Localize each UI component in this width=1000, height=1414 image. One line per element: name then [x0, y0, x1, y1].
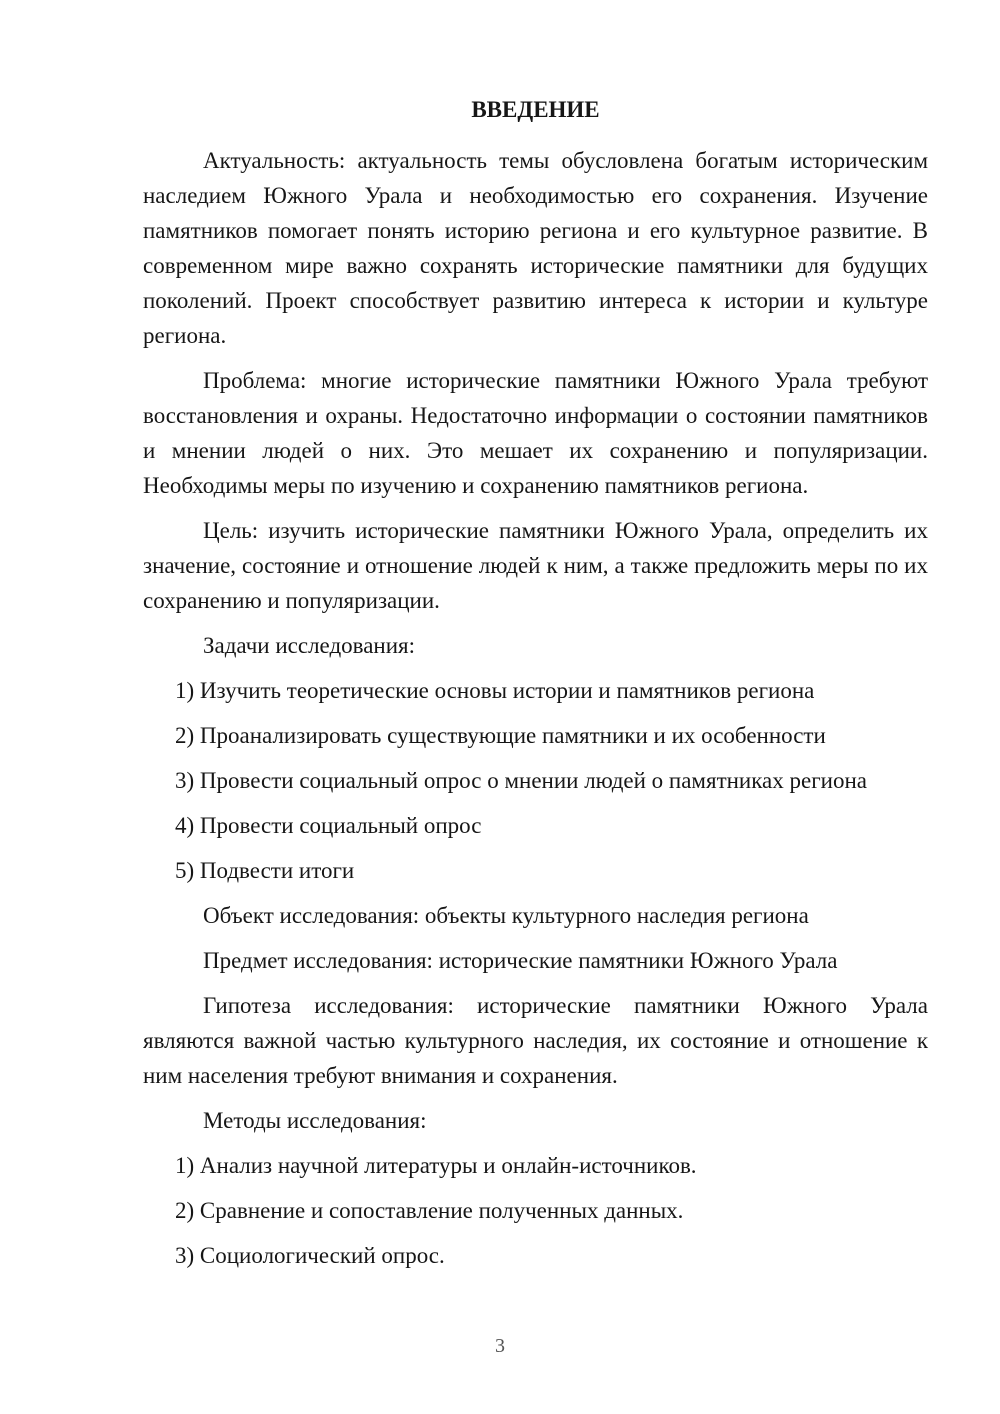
- document-body: [143, 143, 928, 1283]
- list-item: 4) Провести социальный опрос: [175, 813, 482, 838]
- tasks-heading: Задачи исследования:: [203, 633, 416, 658]
- list-item: 2) Проанализировать существующие памятники и их особенности: [175, 723, 826, 748]
- list-item: 3) Провести социальный опрос о мнении людей о памятниках региона: [175, 768, 867, 793]
- methods-heading: Методы исследования:: [203, 1108, 427, 1133]
- list-item: 5) Подвести итоги: [175, 858, 355, 883]
- problem-paragraph: Проблема: многие исторические памятники Южного Урала требуют восстановления и охраны. Недостаточно информации о состоянии памятников и мнении людей о них. Это мешает их сохранению и популяризации. Необходимы меры по изучению и сохранению памятников региона.: [143, 368, 928, 498]
- list-item: 1) Анализ научной литературы и онлайн-источников.: [175, 1153, 697, 1178]
- research-subject: Предмет исследования: исторические памятники Южного Урала: [203, 948, 838, 973]
- tasks-list: [143, 673, 928, 888]
- page-title: ВВЕДЕНИЕ: [471, 97, 600, 122]
- list-item: 2) Сравнение и сопоставление полученных данных.: [175, 1198, 684, 1223]
- methods-list: [143, 1148, 928, 1273]
- page-number: 3: [495, 1335, 505, 1357]
- research-object: Объект исследования: объекты культурного наследия региона: [203, 903, 809, 928]
- list-item: 1) Изучить теоретические основы истории и памятников региона: [175, 678, 815, 703]
- hypothesis-paragraph: Гипотеза исследования: исторические памятники Южного Урала являются важной частью культурного наследия, их состояние и отношение к ним населения требуют внимания и сохранения.: [143, 993, 928, 1088]
- goal-paragraph: Цель: изучить исторические памятники Южного Урала, определить их значение, состояние и отношение людей к ним, а также предложить меры по их сохранению и популяризации.: [143, 518, 928, 613]
- relevance-paragraph: Актуальность: актуальность темы обусловлена богатым историческим наследием Южного Урала и необходимостью его сохранения. Изучение памятников помогает понять историю региона и его культурное развитие. В современном мире важно сохранять исторические памятники для будущих поколений. Проект способствует развитию интереса к истории и культуре региона.: [143, 148, 928, 348]
- list-item: 3) Социологический опрос.: [175, 1243, 445, 1268]
